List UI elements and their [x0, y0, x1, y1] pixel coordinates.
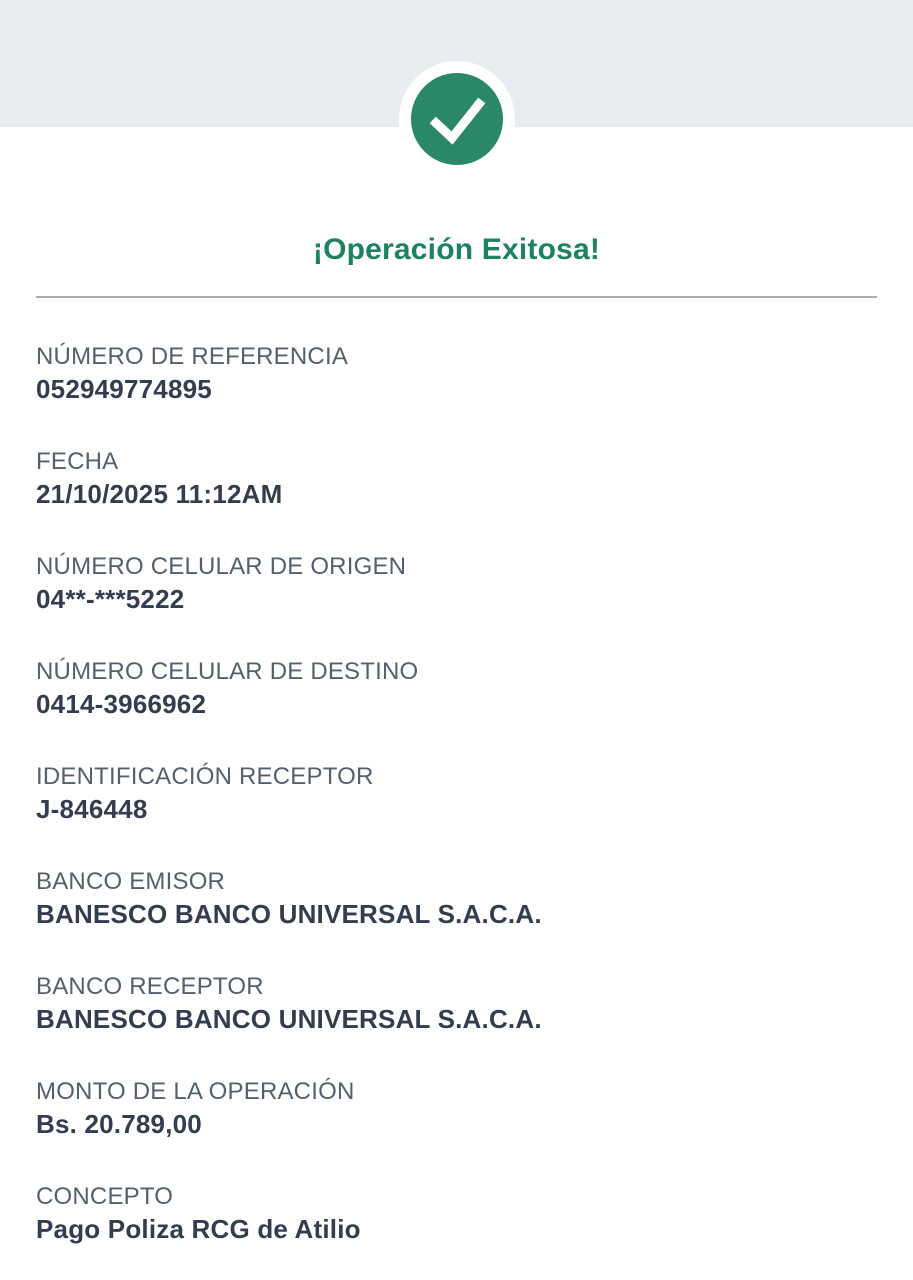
field-label: MONTO DE LA OPERACIÓN [36, 1078, 355, 1105]
field-value: 0414-3966962 [36, 689, 207, 719]
field-label: NÚMERO CELULAR DE ORIGEN [36, 553, 407, 580]
success-badge [399, 61, 515, 177]
field-value: J-846448 [36, 794, 148, 824]
field-value: 04**-***5222 [36, 584, 185, 614]
field-value: 21/10/2025 11:12AM [36, 479, 283, 509]
field-celular-destino [36, 657, 877, 721]
field-banco-receptor [36, 972, 877, 1036]
field-banco-emisor [36, 867, 877, 931]
header-band [0, 0, 913, 127]
field-label: BANCO EMISOR [36, 868, 226, 895]
field-fecha [36, 447, 877, 511]
field-label: CONCEPTO [36, 1183, 174, 1210]
field-label: NÚMERO CELULAR DE DESTINO [36, 658, 419, 685]
field-label: FECHA [36, 448, 119, 475]
field-label: IDENTIFICACIÓN RECEPTOR [36, 763, 374, 790]
field-identificacion-receptor [36, 762, 877, 826]
field-value: Pago Poliza RCG de Atilio [36, 1214, 361, 1244]
field-label: BANCO RECEPTOR [36, 973, 264, 1000]
field-value: BANESCO BANCO UNIVERSAL S.A.C.A. [36, 1004, 542, 1034]
page-title: ¡Operación Exitosa! [312, 233, 601, 266]
field-celular-origen [36, 552, 877, 616]
field-numero-referencia [36, 342, 877, 406]
check-circle-icon [411, 73, 503, 165]
field-value: Bs. 20.789,00 [36, 1109, 202, 1139]
field-value: BANESCO BANCO UNIVERSAL S.A.C.A. [36, 899, 542, 929]
field-label: NÚMERO DE REFERENCIA [36, 343, 349, 370]
receipt-fields [0, 298, 913, 1246]
field-concepto [36, 1182, 877, 1246]
field-value: 052949774895 [36, 374, 212, 404]
field-monto-operacion [36, 1077, 877, 1141]
